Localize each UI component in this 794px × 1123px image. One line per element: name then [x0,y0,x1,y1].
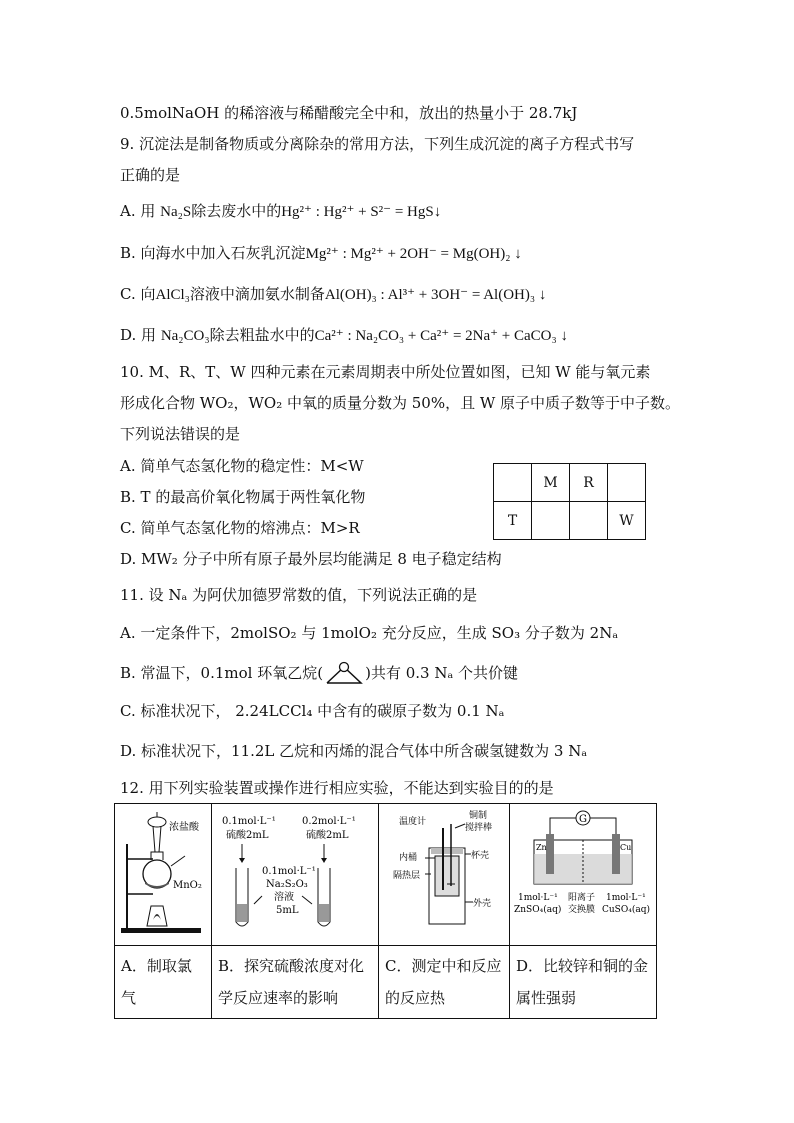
q9-option-a [120,201,441,222]
q11-option-d: D. 标准状况下，11.2L 乙烷和丙烯的混合气体中所含碳氢键数为 3 Nₐ [120,742,588,760]
fig-d-left-solution: ZnSO₄(aq) [514,905,562,915]
periodic-cell-m: M [532,464,570,502]
q9-d-mid: 除去粗盐水中的 [209,326,315,344]
fig-d-cu: Cu [620,843,632,852]
fig-d-right-solution: CuSO₄(aq) [602,905,650,915]
q9-b-label: B. 向海水中加入石灰乳沉淀 [120,244,306,262]
fig-a-label-hcl: 浓盐酸 [169,822,199,833]
q10-option-a: A. 简单气态氢化物的稳定性：M<W [120,457,364,475]
periodic-cell [494,464,532,502]
caption-a: A．制取氯气 [115,946,212,1019]
q12-figure-row [115,804,657,946]
q12-experiment-table [114,803,657,1019]
fig-c-outer: 外壳 [473,899,492,909]
fig-d-right-conc: 1mol·L⁻¹ [606,893,646,903]
q9-stem-line2: 正确的是 [120,166,181,184]
q9-c-mid: 溶液中滴加氨水制备 [189,285,325,303]
fig-c-lid: 杯壳 [471,851,490,861]
fig-c-thermometer: 温度计 [399,817,427,827]
q9-option-b [120,243,522,264]
q9-d-label: D. 用 [120,326,157,344]
q12-caption-row [115,946,657,1019]
sulfuric-acid-rate-figure [212,804,378,941]
q10-stem-line3: 下列说法错误的是 [120,425,241,443]
q9-stem-line1: 9. 沉淀法是制备物质或分离除杂的常用方法，下列生成沉淀的离子方程式书写 [120,135,635,153]
q12-stem: 12. 用下列实验装置或操作进行相应实验，不能达到实验目的的是 [120,779,554,797]
fig-c-cell [379,804,510,946]
periodic-row-2 [494,502,646,540]
periodic-cell [608,464,646,502]
fig-d-zn: Zn [536,843,547,852]
q9-d-rest: Ca²⁺ : Na₂CO₃ + Ca²⁺ = 2Na⁺ + CaCO₃ ↓ [314,328,568,344]
caption-b: B．探究硫酸浓度对化学反应速率的影响 [212,946,379,1019]
fig-b-right-acid: 硫酸2mL [306,830,349,841]
periodic-table-fragment [493,463,646,540]
fig-d-membrane-2: 交换膜 [568,905,596,915]
q9-c-compound: AlCl₃ [155,287,190,303]
fig-b-cell [212,804,379,946]
periodic-row-1 [494,464,646,502]
fig-b-mid-conc: 0.1mol·L⁻¹ [262,866,316,877]
fig-c-stirrer-2: 搅拌棒 [465,823,493,833]
chlorine-apparatus-figure [115,804,211,941]
fig-c-stirrer-1: 铜制 [469,811,488,821]
q9-b-rest: Mg²⁺ : Mg²⁺ + 2OH⁻ = Mg(OH)₂ ↓ [305,246,522,262]
periodic-cell-w: W [608,502,646,540]
q11-option-a: A. 一定条件下，2molSO₂ 与 1molO₂ 充分反应，生成 SO₃ 分子数为 2Nₐ [120,624,619,642]
fig-a-label-mno2: MnO₂ [173,880,202,891]
fig-b-mid-salt: Na₂S₂O₃ [266,879,308,890]
fig-d-galvanometer: G [579,814,587,825]
q9-a-rest: 除去废水中的Hg²⁺ : Hg²⁺ + S²⁻ = HgS↓ [191,204,442,220]
q10-stem-line2: 形成化合物 WO₂，WO₂ 中氧的质量分数为 50%，且 W 原子中质子数等于中子数。 [120,394,681,412]
periodic-cell [532,502,570,540]
q9-option-d [120,325,568,346]
q9-c-rest: Al(OH)₃ : Al³⁺ + 3OH⁻ = Al(OH)₃ ↓ [324,287,547,303]
periodic-cell-t: T [494,502,532,540]
fig-b-mid-solution: 溶液 [274,892,294,903]
calorimeter-figure [379,804,509,941]
epoxide-structure-icon [323,661,365,687]
fig-b-mid-volume: 5mL [276,905,299,916]
q11-stem: 11. 设 Nₐ 为阿伏加德罗常数的值，下列说法正确的是 [120,586,478,604]
q11-option-c: C. 标准状况下， 2.24LCCl₄ 中含有的碳原子数为 0.1 Nₐ [120,702,505,720]
caption-c: C．测定中和反应的反应热 [379,946,510,1019]
fig-d-membrane-1: 阳离子 [568,893,596,903]
periodic-cell [570,502,608,540]
q9-a-label: A. 用 [120,202,156,220]
q9-c-label: C. 向 [120,285,156,303]
q10-option-b: B. T 的最高价氧化物属于两性氧化物 [120,488,366,506]
q11-option-b [120,661,518,687]
fig-a-cell [115,804,212,946]
fig-c-inner: 内桶 [399,853,418,863]
fig-b-left-conc: 0.1mol·L⁻¹ [222,816,276,827]
fig-b-right-conc: 0.2mol·L⁻¹ [302,816,356,827]
q10-stem-line1: 10. M、R、T、W 四种元素在元素周期表中所处位置如图，已知 W 能与氧元素 [120,363,651,381]
q8-tail-text: 0.5molNaOH 的稀溶液与稀醋酸完全中和，放出的热量小于 28.7kJ [120,104,578,122]
q10-option-d: D. MW₂ 分子中所有原子最外层均能满足 8 电子稳定结构 [120,550,502,568]
q11-b-pre: B. 常温下，0.1mol 环氧乙烷( [120,664,324,682]
q9-a-compound: Na₂S [160,204,192,220]
caption-d: D．比较锌和铜的金属性强弱 [510,946,657,1019]
fig-b-left-acid: 硫酸2mL [226,830,269,841]
fig-d-left-conc: 1mol·L⁻¹ [518,893,558,903]
zn-cu-cell-figure [510,804,656,941]
periodic-cell-r: R [570,464,608,502]
fig-c-insulation: 隔热层 [393,871,421,881]
fig-d-cell [510,804,657,946]
q9-d-compound: Na₂CO₃ [160,328,210,344]
q11-b-post: )共有 0.3 Nₐ 个共价键 [365,664,519,682]
q9-option-c [120,284,546,305]
q10-option-c: C. 简单气态氢化物的熔沸点：M>R [120,519,360,537]
